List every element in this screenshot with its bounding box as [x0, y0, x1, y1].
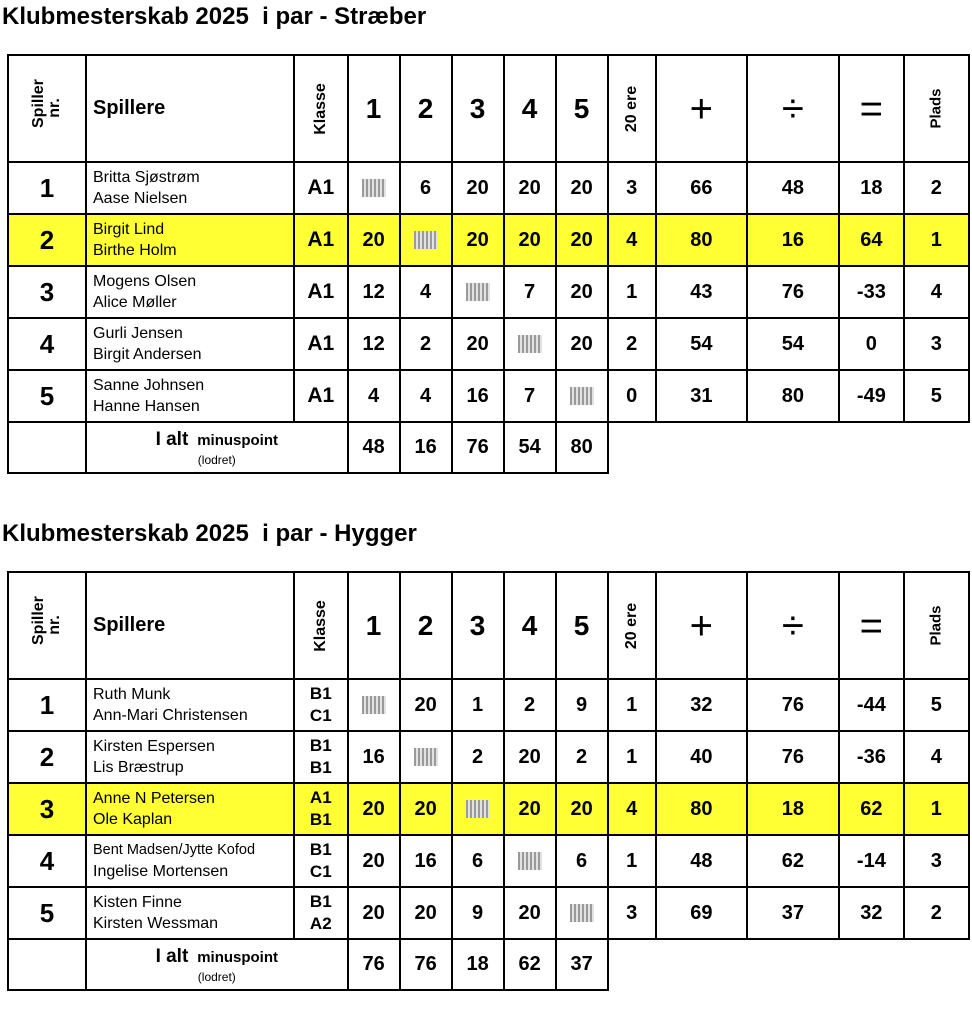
klasse-value: B1: [309, 840, 332, 859]
score-self-match: [400, 731, 452, 783]
blank-cell: [904, 422, 969, 473]
score-round-5: 9: [556, 679, 608, 731]
header-minus: ÷: [747, 572, 839, 679]
header-klasse: [294, 572, 348, 679]
score-self-match: [504, 835, 556, 887]
score-round-4: 2: [504, 679, 556, 731]
plus-total: 66: [656, 162, 747, 214]
minus-total: 16: [747, 214, 839, 266]
score-self-match: [504, 318, 556, 370]
player-number: 4: [8, 318, 86, 370]
table-row: [8, 679, 969, 731]
hatched-cell-pattern: [362, 696, 386, 714]
header-plads: [904, 572, 969, 679]
totals-row: [8, 939, 969, 990]
net-total: -33: [839, 266, 904, 318]
table-row: [8, 370, 969, 422]
score-round-3: 20: [452, 214, 504, 266]
plus-total: 54: [656, 318, 747, 370]
klasse-value: A1: [309, 788, 332, 807]
player-names: [86, 318, 294, 370]
player-name: Birgit Lind: [93, 221, 165, 238]
player-name: Kirsten Espersen: [93, 738, 215, 755]
blank-cell: [904, 939, 969, 990]
header-round-4: 4: [504, 572, 556, 679]
score-self-match: [452, 783, 504, 835]
score-round-5: 20: [556, 162, 608, 214]
table-row: [8, 162, 969, 214]
score-round-1: 20: [348, 887, 400, 939]
header-round-2: 2: [400, 55, 452, 162]
blank-cell: [608, 422, 656, 473]
column-total-3: 18: [452, 939, 504, 990]
header-plads-label: Plads: [927, 87, 945, 129]
player-name: Kisten Finne: [93, 894, 182, 911]
klasse-value: B1: [309, 810, 332, 829]
klasse-value: A1: [307, 332, 335, 355]
score-table-hygger: [7, 571, 970, 991]
table-title-hygger: Klubmesterskab 2025 i par - Hygger: [2, 520, 417, 547]
score-round-2: 6: [400, 162, 452, 214]
table-row: [8, 835, 969, 887]
plus-total: 69: [656, 887, 747, 939]
net-total: 64: [839, 214, 904, 266]
header-twenties-label: 20 ere: [622, 85, 640, 132]
header-minus: ÷: [747, 55, 839, 162]
player-names: [86, 162, 294, 214]
score-round-1: 20: [348, 783, 400, 835]
header-round-2: 2: [400, 572, 452, 679]
player-names: [86, 370, 294, 422]
net-total: -36: [839, 731, 904, 783]
minus-total: 76: [747, 679, 839, 731]
plus-total: 40: [656, 731, 747, 783]
header-round-1: 1: [348, 55, 400, 162]
score-round-2: 20: [400, 887, 452, 939]
score-round-1: 12: [348, 318, 400, 370]
header-plus: +: [656, 55, 747, 162]
twenties-count: 3: [608, 162, 656, 214]
klasse-value: A1: [307, 228, 335, 251]
totals-label-sub: (lodret): [197, 452, 236, 467]
score-round-2: 20: [400, 783, 452, 835]
score-round-3: 6: [452, 835, 504, 887]
twenties-count: 4: [608, 783, 656, 835]
column-total-5: 37: [556, 939, 608, 990]
score-round-4: 20: [504, 214, 556, 266]
score-round-1: 20: [348, 835, 400, 887]
hatched-cell-pattern: [518, 335, 542, 353]
table-row: [8, 318, 969, 370]
net-total: 62: [839, 783, 904, 835]
twenties-count: 1: [608, 835, 656, 887]
klasse-value: C1: [309, 706, 332, 725]
totals-empty-cell: [8, 422, 86, 473]
column-total-4: 54: [504, 422, 556, 473]
klasse-value: C1: [309, 862, 332, 881]
player-names: [86, 731, 294, 783]
player-name: Mogens Olsen: [93, 273, 197, 290]
score-round-4: 20: [504, 731, 556, 783]
header-spillere: Spillere: [86, 572, 294, 679]
player-number: 4: [8, 835, 86, 887]
header-round-3: 3: [452, 572, 504, 679]
header-twenties-label: 20 ere: [622, 602, 640, 649]
blank-cell: [656, 939, 747, 990]
score-self-match: [348, 162, 400, 214]
plus-total: 80: [656, 783, 747, 835]
score-round-2: 2: [400, 318, 452, 370]
score-table-straeber: [7, 54, 970, 474]
score-round-2: 4: [400, 370, 452, 422]
minus-total: 37: [747, 887, 839, 939]
player-name: Birgit Andersen: [93, 346, 202, 363]
player-name: Aase Nielsen: [93, 190, 188, 207]
score-round-5: 6: [556, 835, 608, 887]
hatched-cell-pattern: [466, 283, 490, 301]
player-names: [86, 214, 294, 266]
score-round-1: 12: [348, 266, 400, 318]
score-round-2: 20: [400, 679, 452, 731]
placement: 5: [904, 679, 969, 731]
header-round-1: 1: [348, 572, 400, 679]
score-round-5: 20: [556, 266, 608, 318]
player-name: Sanne Johnsen: [93, 377, 205, 394]
twenties-count: 1: [608, 266, 656, 318]
totals-row: [8, 422, 969, 473]
plus-total: 48: [656, 835, 747, 887]
player-name: Hanne Hansen: [93, 398, 200, 415]
hatched-cell-pattern: [570, 904, 594, 922]
plus-total: 31: [656, 370, 747, 422]
klasse-value: A1: [307, 384, 335, 407]
player-name: Ingelise Mortensen: [93, 863, 229, 880]
column-total-3: 76: [452, 422, 504, 473]
player-klasse: [294, 162, 348, 214]
header-spiller-nr-label: Spiller nr.: [30, 596, 63, 645]
minus-total: 48: [747, 162, 839, 214]
totals-label-big: I alt: [155, 428, 189, 450]
plus-total: 80: [656, 214, 747, 266]
score-round-3: 9: [452, 887, 504, 939]
twenties-count: 1: [608, 731, 656, 783]
score-self-match: [400, 214, 452, 266]
header-plads: [904, 55, 969, 162]
hatched-cell-pattern: [570, 387, 594, 405]
blank-cell: [608, 939, 656, 990]
header-round-3: 3: [452, 55, 504, 162]
hatched-cell-pattern: [414, 748, 438, 766]
column-total-2: 76: [400, 939, 452, 990]
header-spiller-nr: [8, 572, 86, 679]
placement: 2: [904, 162, 969, 214]
plus-total: 43: [656, 266, 747, 318]
score-round-4: 20: [504, 162, 556, 214]
player-name: Ruth Munk: [93, 686, 171, 703]
minus-total: 76: [747, 266, 839, 318]
net-total: 32: [839, 887, 904, 939]
minus-total: 80: [747, 370, 839, 422]
score-round-3: 20: [452, 162, 504, 214]
placement: 5: [904, 370, 969, 422]
net-total: -14: [839, 835, 904, 887]
header-plads-label: Plads: [927, 604, 945, 646]
blank-cell: [839, 422, 904, 473]
player-klasse: [294, 370, 348, 422]
column-total-4: 62: [504, 939, 556, 990]
score-round-3: 1: [452, 679, 504, 731]
minus-total: 54: [747, 318, 839, 370]
player-names: [86, 783, 294, 835]
net-total: 0: [839, 318, 904, 370]
header-row: [8, 572, 969, 679]
minus-total: 76: [747, 731, 839, 783]
twenties-count: 3: [608, 887, 656, 939]
player-name: Alice Møller: [93, 294, 177, 311]
hatched-cell-pattern: [362, 179, 386, 197]
klasse-value: B1: [309, 892, 332, 911]
header-plus: +: [656, 572, 747, 679]
header-round-4: 4: [504, 55, 556, 162]
table-row: [8, 214, 969, 266]
header-klasse: [294, 55, 348, 162]
player-name: Ole Kaplan: [93, 811, 173, 828]
score-round-5: 20: [556, 318, 608, 370]
player-number: 1: [8, 679, 86, 731]
player-names: [86, 679, 294, 731]
player-name: Ann-Mari Christensen: [93, 707, 248, 724]
blank-cell: [747, 939, 839, 990]
net-total: -44: [839, 679, 904, 731]
header-spiller-nr-label: Spiller nr.: [30, 79, 63, 128]
score-round-5: 2: [556, 731, 608, 783]
blank-cell: [747, 422, 839, 473]
klasse-value: A1: [307, 176, 335, 199]
blank-cell: [656, 422, 747, 473]
player-klasse: [294, 887, 348, 939]
score-round-2: 16: [400, 835, 452, 887]
table-title-straeber: Klubmesterskab 2025 i par - Stræber: [2, 3, 427, 30]
player-number: 1: [8, 162, 86, 214]
player-number: 5: [8, 887, 86, 939]
totals-label-small: minuspoint: [197, 948, 279, 966]
table-row: [8, 731, 969, 783]
player-number: 2: [8, 214, 86, 266]
score-round-4: 20: [504, 887, 556, 939]
header-equals: =: [839, 55, 904, 162]
totals-label: [86, 939, 348, 990]
score-round-4: 7: [504, 266, 556, 318]
header-row: [8, 55, 969, 162]
player-number: 2: [8, 731, 86, 783]
klasse-value: A1: [307, 280, 335, 303]
totals-label-small: minuspoint: [197, 431, 279, 449]
player-klasse: [294, 679, 348, 731]
hatched-cell-pattern: [466, 800, 490, 818]
player-klasse: [294, 266, 348, 318]
placement: 1: [904, 214, 969, 266]
column-total-5: 80: [556, 422, 608, 473]
player-names: [86, 887, 294, 939]
placement: 3: [904, 835, 969, 887]
player-names: [86, 266, 294, 318]
score-round-4: 7: [504, 370, 556, 422]
player-klasse: [294, 214, 348, 266]
twenties-count: 2: [608, 318, 656, 370]
placement: 1: [904, 783, 969, 835]
net-total: -49: [839, 370, 904, 422]
placement: 4: [904, 266, 969, 318]
twenties-count: 4: [608, 214, 656, 266]
klasse-value: B1: [309, 736, 332, 755]
score-round-4: 20: [504, 783, 556, 835]
score-self-match: [452, 266, 504, 318]
score-round-3: 20: [452, 318, 504, 370]
header-spiller-nr: [8, 55, 86, 162]
totals-label-sub: (lodret): [197, 969, 236, 984]
header-twenties: [608, 55, 656, 162]
player-names: [86, 835, 294, 887]
plus-total: 32: [656, 679, 747, 731]
hatched-cell-pattern: [518, 852, 542, 870]
column-total-1: 48: [348, 422, 400, 473]
score-round-3: 16: [452, 370, 504, 422]
player-name: Birthe Holm: [93, 242, 177, 259]
table-row: [8, 887, 969, 939]
score-round-5: 20: [556, 214, 608, 266]
totals-label-big: I alt: [155, 945, 189, 967]
player-klasse: [294, 783, 348, 835]
score-self-match: [556, 887, 608, 939]
player-klasse: [294, 731, 348, 783]
table-row: [8, 783, 969, 835]
twenties-count: 0: [608, 370, 656, 422]
header-twenties: [608, 572, 656, 679]
totals-empty-cell: [8, 939, 86, 990]
player-klasse: [294, 835, 348, 887]
minus-total: 62: [747, 835, 839, 887]
klasse-value: B1: [309, 758, 332, 777]
table-row: [8, 266, 969, 318]
header-round-5: 5: [556, 572, 608, 679]
header-equals: =: [839, 572, 904, 679]
header-klasse-label: Klasse: [311, 599, 329, 652]
klasse-value: B1: [309, 684, 332, 703]
player-number: 5: [8, 370, 86, 422]
player-name: Kirsten Wessman: [93, 915, 219, 932]
player-name: Anne N Petersen: [93, 790, 215, 807]
twenties-count: 1: [608, 679, 656, 731]
score-round-1: 4: [348, 370, 400, 422]
header-klasse-label: Klasse: [311, 82, 329, 135]
player-name: Lis Bræstrup: [93, 759, 184, 776]
totals-label: [86, 422, 348, 473]
minus-total: 18: [747, 783, 839, 835]
hatched-cell-pattern: [414, 231, 438, 249]
klasse-value: A2: [309, 914, 332, 933]
score-round-2: 4: [400, 266, 452, 318]
player-number: 3: [8, 266, 86, 318]
net-total: 18: [839, 162, 904, 214]
player-name: Gurli Jensen: [93, 325, 183, 342]
blank-cell: [839, 939, 904, 990]
placement: 2: [904, 887, 969, 939]
column-total-2: 16: [400, 422, 452, 473]
placement: 4: [904, 731, 969, 783]
placement: 3: [904, 318, 969, 370]
header-spillere: Spillere: [86, 55, 294, 162]
player-name: Britta Sjøstrøm: [93, 169, 200, 186]
score-self-match: [348, 679, 400, 731]
score-round-5: 20: [556, 783, 608, 835]
player-number: 3: [8, 783, 86, 835]
player-name: Bent Madsen/Jytte Kofod: [93, 842, 256, 858]
player-klasse: [294, 318, 348, 370]
score-round-3: 2: [452, 731, 504, 783]
score-round-1: 20: [348, 214, 400, 266]
header-round-5: 5: [556, 55, 608, 162]
column-total-1: 76: [348, 939, 400, 990]
score-round-1: 16: [348, 731, 400, 783]
score-self-match: [556, 370, 608, 422]
